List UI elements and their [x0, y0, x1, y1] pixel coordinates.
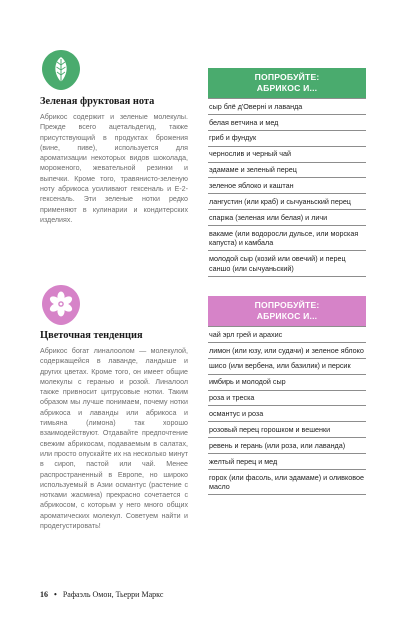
list-item: розовый перец горошком и вешенки [208, 422, 366, 438]
pairing-box-header [208, 296, 366, 326]
leaf-icon [40, 49, 82, 91]
list-item: сыр блё д'Оверні и лаванда [208, 98, 366, 115]
list-item: зеленое яблоко и каштан [208, 178, 366, 194]
list-item: гриб и фундук [208, 131, 366, 147]
footer-separator: • [54, 590, 57, 599]
section-text-green-note: Абрикос содержит и зеленые молекулы. Прежде всего ацетальдегид, также присутствующий в продуктах брожения (вине, пиве), используется для ароматизации некоторых видов шоколада, мороженого, жевательной резинки и выпечки. Кроме того, травянисто-зеленую ноту абрикоса усиливают гексеналь и E-2-гексеналь. Эти зеленые нотки редко применяют в кулинарии и кондитерских изделиях. [40, 113, 188, 224]
list-item: вакаме (или водоросли дульсе, или морская капуста) и камбала [208, 226, 366, 251]
list-item: эдамаме и зеленый перец [208, 163, 366, 179]
pairing-box-header-line2: АБРИКОС И... [256, 82, 318, 93]
page-number: 16 [40, 590, 48, 599]
section-text-floral-trend: Абрикос богат линалоолом — молекулой, содержащейся в лаванде, ландыше и других цветах. Кроме того, он имеет общие молекулы с геранью и розой. Линалоол также привносит цитрусовые нотки. Таким образом мы лучше понимаем, почему нотки абрикоса и лаванды или абрикоса и тимьяна (лимона) так хорошо взаимодействуют. Отдавайте предпочтение свежим абрикосам, подаваемым в салатах, или просто опускайте их на несколько минут в сироп, пастой или чай. Менее распространенный в Европе, но широко используемый в Азии османтус (растение с нотками жасмина) прекрасно сочетается с абрикосом, с которым у него много общих ароматических молекул. Советуем найти и продегустировать! [40, 347, 188, 531]
page-footer [40, 590, 163, 599]
footer-authors: Рафаэль Омон, Тьерри Маркс [62, 590, 164, 599]
list-item: шисо (или вербена, или базилик) и персик [208, 359, 366, 375]
flower-icon [40, 284, 82, 326]
list-item: молодой сыр (козий или овечий) и перец саншо (или сычуаньский) [208, 251, 366, 276]
list-item: чай эрл грей и арахис [208, 326, 366, 343]
section-title-green-note: Зеленая фруктовая нота [40, 96, 155, 107]
list-item: горох (или фасоль, или эдамаме) и оливковое масло [208, 470, 366, 495]
list-item: лангустин (или краб) и сычуаньский перец [208, 194, 366, 210]
list-item: имбирь и молодой сыр [208, 375, 366, 391]
section-title-floral-trend: Цветочная тенденция [40, 330, 143, 341]
pairing-box-header-line1: ПОПРОБУЙТЕ: [254, 300, 320, 310]
list-item: чернослив и черный чай [208, 147, 366, 163]
pairing-box-header [208, 68, 366, 98]
pairing-box-header-line2: АБРИКОС И... [256, 310, 318, 321]
list-item: ревень и герань (или роза, или лаванда) [208, 438, 366, 454]
list-item: белая ветчина и мед [208, 115, 366, 131]
list-item: лимон (или юзу, или судачи) и зеленое яблоко [208, 343, 366, 359]
list-item: роза и треска [208, 391, 366, 407]
list-item: османтус и роза [208, 406, 366, 422]
pairing-box-green [208, 68, 366, 277]
pairing-box-pink [208, 296, 366, 495]
pairing-box-header-line1: ПОПРОБУЙТЕ: [254, 72, 320, 82]
pairing-list [208, 326, 366, 495]
flower-badge [40, 284, 82, 326]
list-item: спаржа (зеленая или белая) и личи [208, 210, 366, 226]
leaf-badge [40, 49, 82, 91]
list-item: желтый перец и мед [208, 454, 366, 470]
pairing-list [208, 98, 366, 277]
